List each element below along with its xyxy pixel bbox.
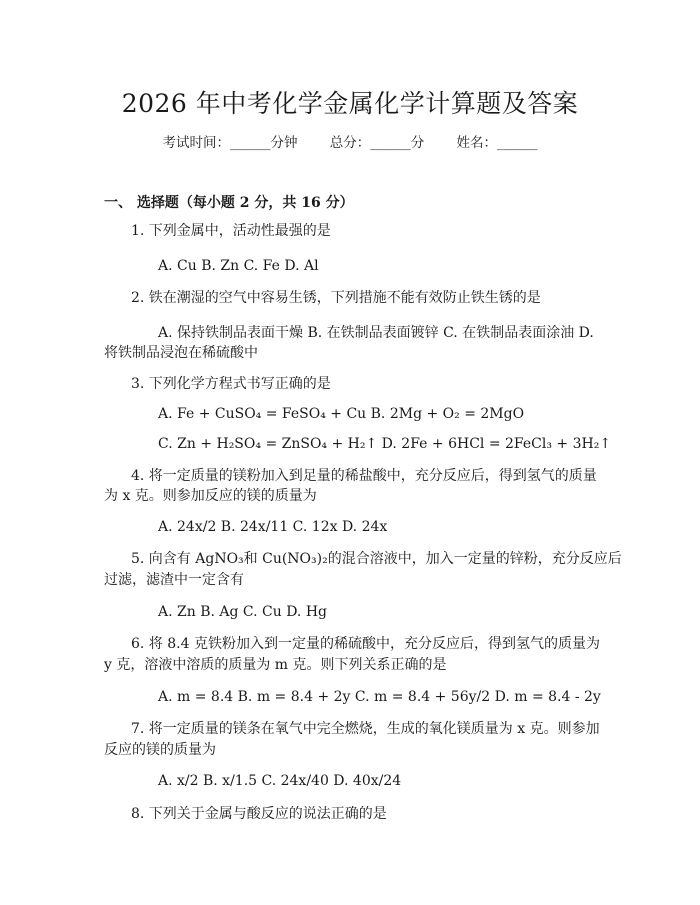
- question-8-stem: 8. 下列关于金属与酸反应的说法正确的是: [131, 806, 387, 822]
- exam-info: [0, 131, 700, 151]
- question-3-options-line1: A. Fe + CuSO₄ = FeSO₄ + Cu B. 2Mg + O₂ = 2MgO: [158, 406, 525, 422]
- question-3-options-line2: C. Zn + H₂SO₄ = ZnSO₄ + H₂↑ D. 2Fe + 6HCl = 2FeCl₃ + 3H₂↑: [158, 436, 612, 452]
- question-4-options: A. 24x/2 B. 24x/11 C. 12x D. 24x: [158, 519, 388, 535]
- question-7-options: A. x/2 B. x/1.5 C. 24x/40 D. 40x/24: [158, 773, 402, 789]
- question-6-stem-line1: 6. 将 8.4 克铁粉加入到一定量的稀硫酸中，充分反应后，得到氢气的质量为: [131, 636, 600, 652]
- question-2-options-line1: A. 保持铁制品表面干燥 B. 在铁制品表面镀锌 C. 在铁制品表面涂油 D.: [158, 325, 594, 341]
- student-name: 姓名：______: [456, 135, 538, 151]
- question-7-stem-line1: 7. 将一定质量的镁条在氧气中完全燃烧，生成的氧化镁质量为 x 克。则参加: [131, 721, 600, 737]
- question-5-stem-line2: 过滤，滤渣中一定含有: [104, 572, 244, 588]
- question-2-stem: 2. 铁在潮湿的空气中容易生锈，下列措施不能有效防止铁生锈的是: [131, 290, 541, 306]
- section-heading: 一、 选择题（每小题 2 分，共 16 分）: [104, 195, 354, 211]
- question-5-options: A. Zn B. Ag C. Cu D. Hg: [158, 604, 328, 620]
- question-1-stem: 1. 下列金属中，活动性最强的是: [131, 223, 331, 239]
- exam-time: 考试时间：______分钟: [162, 135, 298, 151]
- question-3-stem: 3. 下列化学方程式书写正确的是: [131, 376, 331, 392]
- question-1-options: A. Cu B. Zn C. Fe D. Al: [158, 258, 319, 274]
- question-4-stem-line2: 为 x 克。则参加反应的镁的质量为: [104, 488, 317, 504]
- question-4-stem-line1: 4. 将一定质量的镁粉加入到足量的稀盐酸中，充分反应后，得到氢气的质量: [131, 468, 597, 484]
- question-7-stem-line2: 反应的镁的质量为: [104, 742, 216, 758]
- question-2-options-line2: 将铁制品浸泡在稀硫酸中: [104, 345, 258, 361]
- question-5-stem-line1: 5. 向含有 AgNO₃和 Cu(NO₃)₂的混合溶液中，加入一定量的锌粉，充分反应后: [131, 551, 622, 567]
- total-score: 总分：______分: [329, 135, 425, 151]
- page-title: 2026 年中考化学金属化学计算题及答案: [121, 89, 579, 118]
- question-6-stem-line2: y 克，溶液中溶质的质量为 m 克。则下列关系正确的是: [104, 657, 447, 673]
- question-6-options: A. m = 8.4 B. m = 8.4 + 2y C. m = 8.4 + 56y/2 D. m = 8.4 - 2y: [158, 689, 601, 705]
